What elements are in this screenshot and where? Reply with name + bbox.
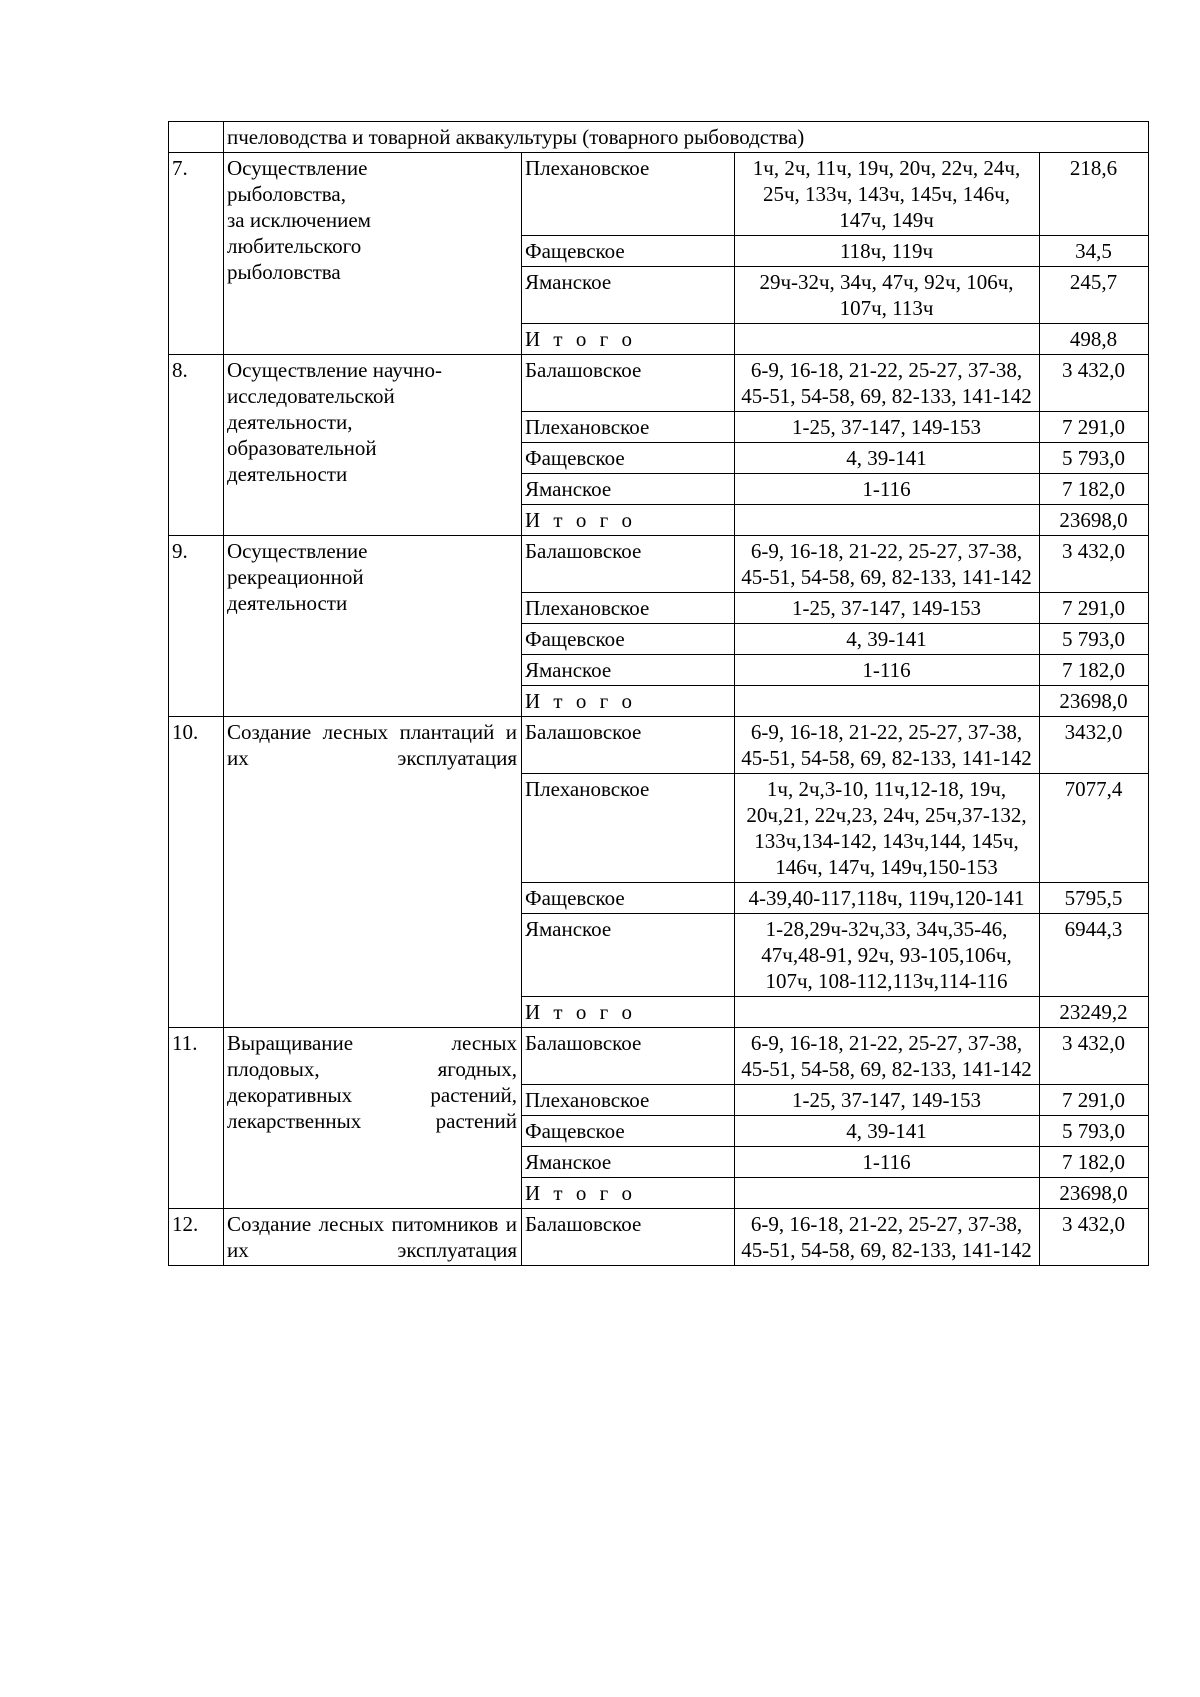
quarter-numbers: 1-28,29ч-32ч,33, 34ч,35-46, 47ч,48-91, 92ч, 93-105,106ч, 107ч, 108-112,113ч,114-116 [735,914,1040,997]
quarter-numbers: 1ч, 2ч,3-10, 11ч,12-18, 19ч, 20ч,21, 22ч,23, 24ч, 25ч,37-132, 133ч,134-142, 143ч,144, 145ч, 146ч, 147ч, 149ч,150-153 [735,774,1040,883]
area-value: 5 793,0 [1040,624,1149,655]
continued-activity-text: пчеловодства и товарной аквакультуры (товарного рыбоводства) [224,122,1149,153]
area-value: 7 291,0 [1040,412,1149,443]
row-number: 11. [169,1028,224,1209]
quarter-numbers: 6-9, 16-18, 21-22, 25-27, 37-38, 45-51, 54-58, 69, 82-133, 141-142 [735,355,1040,412]
quarter-numbers: 4, 39-141 [735,624,1040,655]
district-name: Фащевское [522,624,735,655]
row-number: 8. [169,355,224,536]
area-value: 3 432,0 [1040,1028,1149,1085]
total-label: И т о г о [522,997,735,1028]
area-value: 34,5 [1040,236,1149,267]
activity-name-line: образовательной [227,436,377,460]
quarter-numbers: 29ч-32ч, 34ч, 47ч, 92ч, 106ч, 107ч, 113ч [735,267,1040,324]
total-label: И т о г о [522,505,735,536]
area-value: 7 291,0 [1040,1085,1149,1116]
area-value: 3 432,0 [1040,1209,1149,1266]
district-name: Фащевское [522,1116,735,1147]
table-body [169,122,1149,1266]
quarter-numbers: 1-25, 37-147, 149-153 [735,1085,1040,1116]
row-number: 7. [169,153,224,355]
area-value: 7 291,0 [1040,593,1149,624]
district-name: Фащевское [522,883,735,914]
district-name: Балашовское [522,355,735,412]
district-name: Балашовское [522,1028,735,1085]
activity-name-line: деятельности [227,591,348,615]
table-row [169,717,1149,774]
district-name: Яманское [522,914,735,997]
district-name: Яманское [522,655,735,686]
area-value: 3432,0 [1040,717,1149,774]
row-number: 9. [169,536,224,717]
activity-name-line: рекреационной [227,565,364,589]
area-value: 5 793,0 [1040,1116,1149,1147]
activity-name-line: Осуществление [227,156,368,180]
activity-name: Выращивание лесных плодовых, ягодных, декоративных растений, лекарственных растений [224,1028,522,1209]
activity-name-line: за исключением [227,208,371,232]
table-row [169,355,1149,412]
activity-name-line: деятельности [227,462,348,486]
total-area-value: 23698,0 [1040,1178,1149,1209]
total-quarters-empty [735,324,1040,355]
total-area-value: 498,8 [1040,324,1149,355]
district-name: Балашовское [522,1209,735,1266]
quarter-numbers: 118ч, 119ч [735,236,1040,267]
activity-name-line: Осуществление научно- [227,358,442,382]
quarter-numbers: 1-25, 37-147, 149-153 [735,593,1040,624]
activity-name-line: деятельности, [227,410,353,434]
activity-name [224,355,522,536]
area-value: 3 432,0 [1040,536,1149,593]
quarter-numbers: 1ч, 2ч, 11ч, 19ч, 20ч, 22ч, 24ч, 25ч, 133ч, 143ч, 145ч, 146ч, 147ч, 149ч [735,153,1040,236]
quarter-numbers: 6-9, 16-18, 21-22, 25-27, 37-38, 45-51, 54-58, 69, 82-133, 141-142 [735,1028,1040,1085]
table-row [169,536,1149,593]
district-name: Фащевское [522,443,735,474]
quarter-numbers: 6-9, 16-18, 21-22, 25-27, 37-38, 45-51, 54-58, 69, 82-133, 141-142 [735,536,1040,593]
total-label: И т о г о [522,686,735,717]
row-number: 12. [169,1209,224,1266]
table-row [169,153,1149,236]
activity-name-line: Осуществление [227,539,368,563]
activity-name-line: рыболовства [227,260,341,284]
activity-name: Создание лесных плантаций и их эксплуатация [224,717,522,1028]
quarter-numbers: 4, 39-141 [735,443,1040,474]
table-row [169,1028,1149,1085]
activity-name: Создание лесных питомников и их эксплуатация [224,1209,522,1266]
total-quarters-empty [735,997,1040,1028]
district-name: Плехановское [522,153,735,236]
total-quarters-empty [735,1178,1040,1209]
row-number: 10. [169,717,224,1028]
district-name: Яманское [522,267,735,324]
total-label: И т о г о [522,324,735,355]
area-value: 6944,3 [1040,914,1149,997]
area-value: 7 182,0 [1040,1147,1149,1178]
area-value: 3 432,0 [1040,355,1149,412]
district-name: Плехановское [522,593,735,624]
area-value: 5 793,0 [1040,443,1149,474]
total-area-value: 23698,0 [1040,505,1149,536]
area-value: 7 182,0 [1040,655,1149,686]
district-name: Плехановское [522,412,735,443]
forestry-activity-table [168,121,1149,1266]
activity-name [224,536,522,717]
total-area-value: 23249,2 [1040,997,1149,1028]
continued-activity-row [169,122,1149,153]
quarter-numbers: 1-116 [735,1147,1040,1178]
area-value: 245,7 [1040,267,1149,324]
district-name: Яманское [522,1147,735,1178]
quarter-numbers: 1-25, 37-147, 149-153 [735,412,1040,443]
district-name: Балашовское [522,717,735,774]
table-row [169,1209,1149,1266]
quarter-numbers: 4-39,40-117,118ч, 119ч,120-141 [735,883,1040,914]
quarter-numbers: 6-9, 16-18, 21-22, 25-27, 37-38, 45-51, 54-58, 69, 82-133, 141-142 [735,717,1040,774]
quarter-numbers: 4, 39-141 [735,1116,1040,1147]
activity-name [224,153,522,355]
activity-name-line: любительского [227,234,362,258]
area-value: 5795,5 [1040,883,1149,914]
district-name: Яманское [522,474,735,505]
district-name: Плехановское [522,1085,735,1116]
district-name: Плехановское [522,774,735,883]
area-value: 7 182,0 [1040,474,1149,505]
area-value: 7077,4 [1040,774,1149,883]
activity-name-line: рыболовства, [227,182,346,206]
total-quarters-empty [735,686,1040,717]
area-value: 218,6 [1040,153,1149,236]
activity-name-line: исследовательской [227,384,395,408]
district-name: Балашовское [522,536,735,593]
total-label: И т о г о [522,1178,735,1209]
quarter-numbers: 1-116 [735,655,1040,686]
quarter-numbers: 1-116 [735,474,1040,505]
quarter-numbers: 6-9, 16-18, 21-22, 25-27, 37-38, 45-51, 54-58, 69, 82-133, 141-142 [735,1209,1040,1266]
district-name: Фащевское [522,236,735,267]
total-area-value: 23698,0 [1040,686,1149,717]
row-number-cell [169,122,224,153]
total-quarters-empty [735,505,1040,536]
